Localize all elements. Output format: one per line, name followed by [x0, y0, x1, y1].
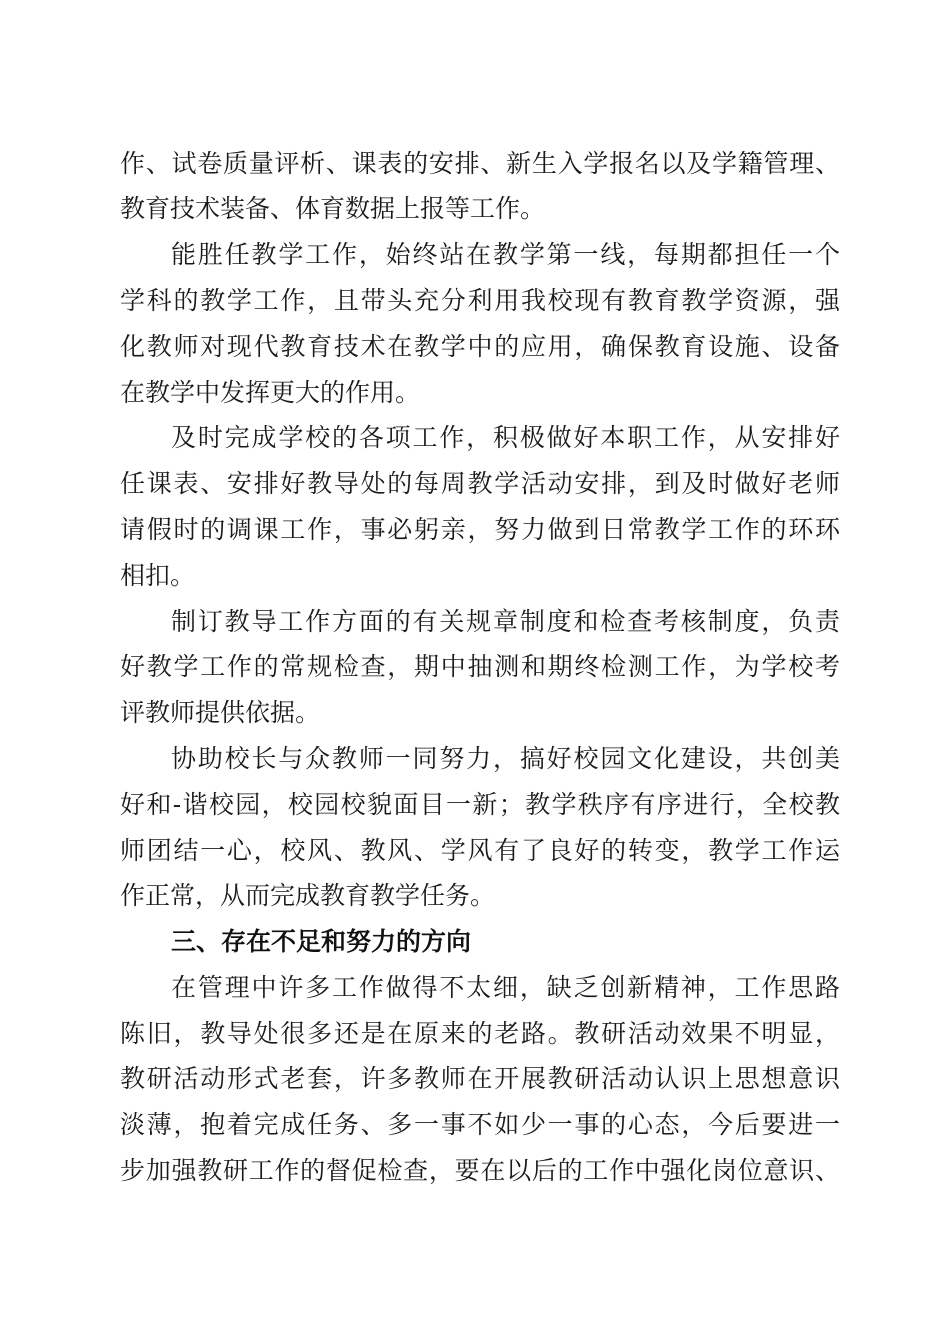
paragraph-line: 评教师提供依据。: [120, 698, 321, 727]
paragraph-line: 作正常，从而完成教育教学任务。: [120, 881, 496, 910]
paragraph-line: 制订教导工作方面的有关规章制度和检查考核制度，负责: [171, 607, 840, 636]
paragraph-line: 学科的教学工作，且带头充分利用我校现有教育教学资源，强: [120, 286, 840, 315]
paragraph-line: 教育技术装备、体育数据上报等工作。: [120, 194, 546, 223]
paragraph-line: 教研活动形式老套，许多教师在开展教研活动认识上思想意识: [120, 1064, 840, 1093]
section-heading: 三、存在不足和努力的方向: [171, 927, 472, 956]
paragraph-line: 任课表、安排好教导处的每周教学活动安排，到及时做好老师: [120, 469, 840, 498]
paragraph-line: 化教师对现代教育技术在教学中的应用，确保教育设施、设备: [120, 332, 840, 361]
paragraph-line: 师团结一心，校风、教风、学风有了良好的转变，教学工作运: [120, 836, 840, 865]
paragraph-line: 步加强教研工作的督促检查，要在以后的工作中强化岗位意识、: [120, 1156, 840, 1185]
paragraph-line: 在管理中许多工作做得不太细，缺乏创新精神，工作思路: [171, 973, 840, 1002]
paragraph-line: 好和-谐校园，校园校貌面目一新；教学秩序有序进行，全校教: [120, 790, 840, 819]
paragraph-line: 协助校长与众教师一同努力，搞好校园文化建设，共创美: [171, 744, 840, 773]
paragraph-line: 陈旧，教导处很多还是在原来的老路。教研活动效果不明显，: [120, 1019, 840, 1048]
paragraph-line: 在教学中发挥更大的作用。: [120, 378, 421, 407]
paragraph-line: 相扣。: [120, 561, 196, 590]
paragraph-line: 淡薄，抱着完成任务、多一事不如少一事的心态，今后要进一: [120, 1110, 840, 1139]
paragraph-line: 请假时的调课工作，事必躬亲，努力做到日常教学工作的环环: [120, 515, 840, 544]
paragraph-line: 及时完成学校的各项工作，积极做好本职工作，从安排好: [171, 423, 840, 452]
paragraph-line: 作、试卷质量评析、课表的安排、新生入学报名以及学籍管理、: [120, 149, 840, 178]
paragraph-line: 好教学工作的常规检查，期中抽测和期终检测工作，为学校考: [120, 652, 840, 681]
paragraph-line: 能胜任教学工作，始终站在教学第一线，每期都担任一个: [171, 240, 840, 269]
